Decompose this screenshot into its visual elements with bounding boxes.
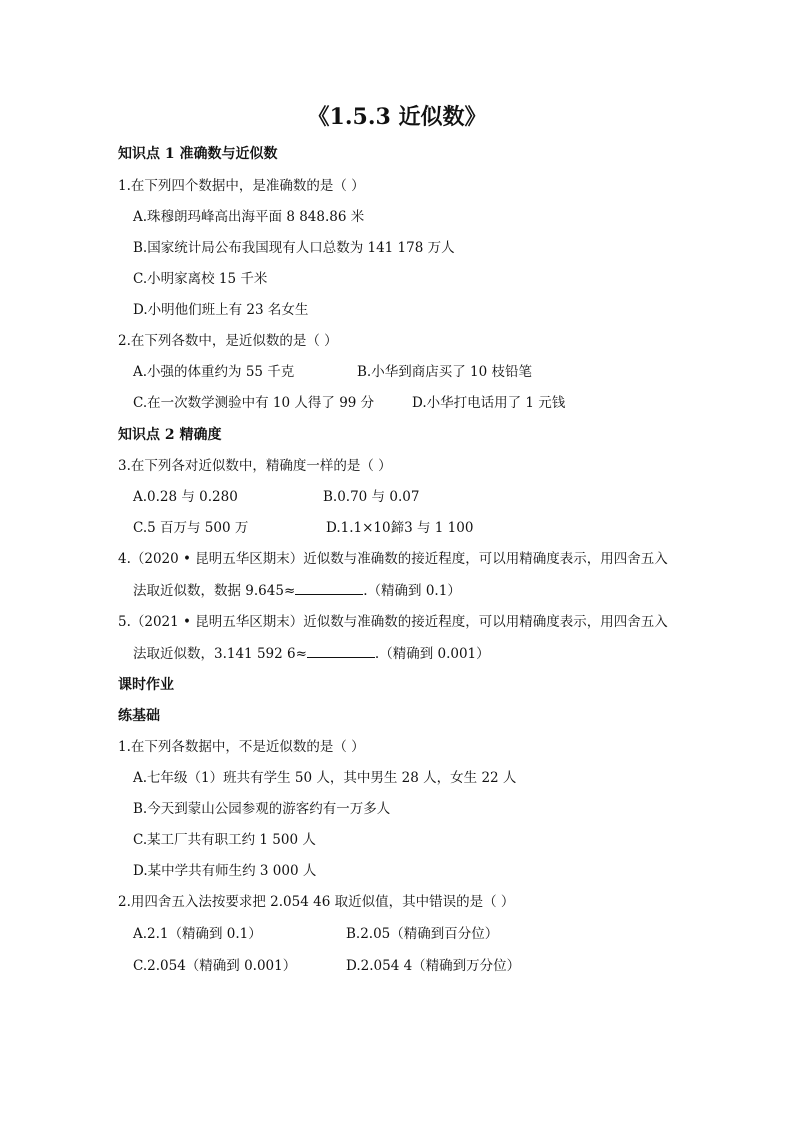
question-3-option-b: B.0.70 与 0.07 <box>323 489 420 505</box>
question-1-option-c: C.小明家离校 15 千米 <box>133 271 268 287</box>
question-2-stem: 2.在下列各数中，是近似数的是（ ） <box>118 333 338 349</box>
homework-question-2-option-a: A.2.1（精确到 0.1） <box>133 926 262 942</box>
homework-question-2-option-c: C.2.054（精确到 0.001） <box>133 958 297 974</box>
question-4-prefix: 法取近似数，数据 9.645≈ <box>133 583 296 599</box>
question-1-option-b: B.国家统计局公布我国现有人口总数为 141 178 万人 <box>133 240 455 256</box>
question-1-stem: 1.在下列四个数据中，是准确数的是（ ） <box>118 178 365 194</box>
question-4-line-2 <box>133 580 461 601</box>
question-4-suffix: .（精确到 0.1） <box>363 583 461 599</box>
question-5-line-2 <box>133 643 490 664</box>
question-5-prefix: 法取近似数，3.141 592 6≈ <box>133 646 307 662</box>
homework-question-1-option-b: B.今天到蒙山公园参观的游客约有一万多人 <box>133 801 391 817</box>
question-2-option-b: B.小华到商店买了 10 枝铅笔 <box>357 364 532 380</box>
homework-heading: 课时作业 <box>118 677 174 693</box>
section-heading-2: 知识点 2 精确度 <box>118 427 222 443</box>
question-3-option-c: C.5 百万与 500 万 <box>133 520 249 536</box>
question-4-line-1: 4.（2020 • 昆明五华区期末）近似数与准确数的接近程度，可以用精确度表示，用四舍五入 <box>118 551 668 567</box>
homework-question-1-option-a: A.七年级（1）班共有学生 50 人，其中男生 28 人，女生 22 人 <box>133 770 517 786</box>
question-3-option-d: D.1.1×10鍗3 与 1 100 <box>326 520 474 536</box>
homework-question-2-stem: 2.用四舍五入法按要求把 2.054 46 取近似值，其中错误的是（ ） <box>118 894 515 910</box>
section-heading-1: 知识点 1 准确数与近似数 <box>118 146 278 162</box>
question-2-option-c: C.在一次数学测验中有 10 人得了 99 分 <box>133 395 375 411</box>
question-2-option-a: A.小强的体重约为 55 千克 <box>133 364 295 380</box>
homework-question-1-option-d: D.某中学共有师生约 3 000 人 <box>133 863 317 879</box>
question-5-answer-blank[interactable] <box>307 643 375 658</box>
question-3-stem: 3.在下列各对近似数中，精确度一样的是（ ） <box>118 458 392 474</box>
question-4-answer-blank[interactable] <box>295 580 363 595</box>
page-title: 《1.5.3 近似数》 <box>307 104 487 130</box>
homework-question-1-stem: 1.在下列各数据中，不是近似数的是（ ） <box>118 739 365 755</box>
homework-question-2-option-d: D.2.054 4（精确到万分位） <box>346 958 521 974</box>
question-5-suffix: .（精确到 0.001） <box>374 646 490 662</box>
question-3-option-a: A.0.28 与 0.280 <box>133 489 238 505</box>
homework-subheading: 练基础 <box>118 708 160 724</box>
question-2-option-d: D.小华打电话用了 1 元钱 <box>412 395 566 411</box>
homework-question-2-option-b: B.2.05（精确到百分位） <box>346 926 499 942</box>
question-1-option-a: A.珠穆朗玛峰高出海平面 8 848.86 米 <box>133 209 365 225</box>
question-1-option-d: D.小明他们班上有 23 名女生 <box>133 302 309 318</box>
question-5-line-1: 5.（2021 • 昆明五华区期末）近似数与准确数的接近程度，可以用精确度表示，用四舍五入 <box>118 614 668 630</box>
homework-question-1-option-c: C.某工厂共有职工约 1 500 人 <box>133 832 316 848</box>
